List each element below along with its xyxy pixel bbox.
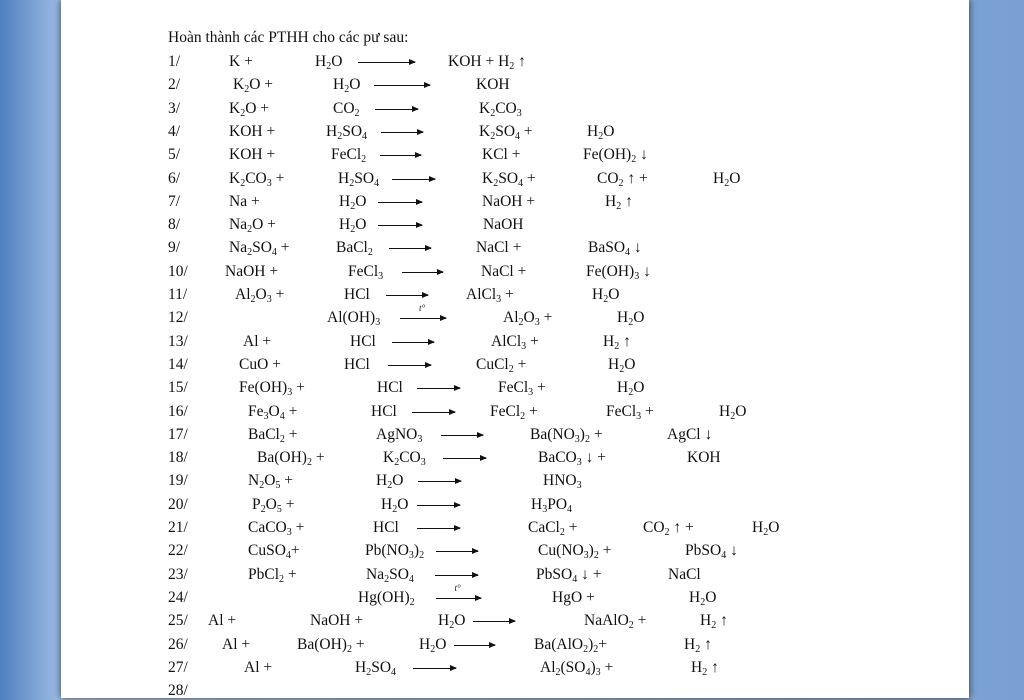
chemical-term: $Al_2(SO_4)_3$ + [540, 658, 614, 678]
equation-number: 27/ [168, 658, 188, 676]
chemical-term: $Ba(NO_3)_2$ + [530, 425, 603, 445]
chemical-term: $H_2$ ↑ [603, 332, 631, 352]
chemical-term: $H_2$ ↑ [605, 192, 633, 212]
equation-number: 23/ [168, 565, 188, 583]
reaction-arrow-icon [417, 388, 460, 389]
chemical-term: PbSO$_4$ ↓ + [536, 565, 602, 585]
chemical-term: FeCl$_3$ + [606, 402, 654, 422]
chemical-term: $H_2O$ [339, 192, 367, 212]
chemical-term: NaAlO$_2$ + [584, 612, 647, 632]
document-page[interactable] [61, 0, 969, 698]
chemical-term: $H_2$ ↑ [700, 612, 728, 632]
chemical-term: $Pb(NO_3)_2$ [365, 542, 425, 562]
chemical-term: $Al(OH)_3$ [327, 309, 381, 329]
reaction-arrow-icon [378, 202, 422, 203]
chemical-term: CaCl$_2$ + [528, 519, 578, 538]
chemical-term: $H_2SO_4$ [326, 122, 368, 142]
equation-number: 28/ [168, 682, 188, 700]
equation-number: 26/ [168, 635, 188, 653]
chemical-term: NaOH + [482, 192, 536, 210]
chemical-term: $H_2O$ [617, 379, 645, 399]
reaction-arrow-icon [417, 505, 460, 506]
chemical-term: $H_3PO_4$ [531, 495, 573, 515]
chemical-term: $Fe(OH)_2$ ↓ [583, 146, 648, 166]
chemical-term: $H_2O$ [587, 122, 615, 142]
chemical-term: $N_2O_5$ + [248, 472, 294, 492]
equation-number: 3/ [168, 99, 181, 117]
reaction-arrow-icon [436, 598, 481, 599]
chemical-term: HCl [344, 355, 370, 373]
chemical-term: $H_2O$ [608, 355, 636, 375]
reaction-condition: t° [419, 303, 426, 314]
chemical-term: $CO_2$ [333, 99, 360, 119]
chemical-term: $CO_2$ ↑ + [597, 169, 648, 189]
chemical-term: FeCl$_2$ + [490, 402, 538, 422]
chemical-term: AgCl ↓ [667, 425, 713, 443]
chemical-term: BaSO$_4$ ↓ [588, 239, 642, 259]
chemical-term: Al + [222, 635, 251, 653]
chemical-term: HCl [344, 286, 370, 303]
equation-number: 4/ [168, 122, 181, 140]
chemical-term: $H_2O$ [617, 309, 645, 329]
chemical-term: HgO + [552, 588, 595, 606]
chemical-term: $K_2O$ + [233, 76, 274, 96]
chemical-term: $Fe(OH)_3$ ↓ [586, 262, 651, 282]
reaction-arrow-icon [413, 668, 456, 669]
chemical-term: $H_2SO_4$ [338, 169, 380, 189]
chemical-term: $Ba(AlO_2)_2+$ [534, 635, 607, 655]
reaction-arrow-icon [374, 85, 430, 86]
chemical-term: $H_2O$ [315, 53, 343, 72]
chemical-term: KOH + $H_2$ ↑ [448, 53, 526, 72]
chemical-term: $H_2O$ [719, 402, 747, 422]
chemical-term: $Fe_3O_4$ + [248, 402, 298, 422]
chemical-term: HCl [350, 332, 376, 350]
chemical-term: CaCO$_3$ + [248, 519, 305, 538]
equation-number: 25/ [168, 612, 188, 630]
chemical-term: $K_2SO_4$ + [479, 122, 533, 142]
equation-number: 19/ [168, 472, 188, 490]
chemical-term: FeCl$_3$ + [498, 379, 546, 399]
chemical-term: Al + [244, 658, 273, 676]
chemical-term: $Al_2O_3$ + [503, 309, 553, 329]
chemical-term: FeCl$_2$ [331, 146, 367, 166]
reaction-arrow-icon [473, 621, 515, 622]
chemical-term: HCl [373, 519, 399, 536]
chemical-term: PbCl$_2$ + [248, 565, 297, 585]
chemical-term: $H_2O$ [339, 216, 367, 236]
equation-number: 1/ [168, 53, 181, 70]
chemical-term: KOH + [229, 122, 276, 140]
chemical-term: NaOH + [310, 612, 364, 630]
chemical-term: $Na_2O$ + [229, 216, 276, 236]
chemical-term: NaCl + [476, 239, 522, 257]
chemical-term: AlCl$_3$ + [466, 286, 514, 305]
chemical-term: $H_2O$ [689, 588, 717, 608]
reaction-arrow-icon [392, 179, 435, 180]
equation-number: 7/ [168, 192, 181, 210]
chemical-term: NaOH [483, 216, 524, 234]
chemical-term: $H_2O$ [713, 169, 741, 189]
chemical-term: $K_2SO_4$ + [482, 169, 536, 189]
chemical-term: AlCl$_3$ + [491, 332, 539, 352]
chemical-term: PbSO$_4$ ↓ [685, 542, 738, 562]
chemical-term: $H_2O$ [592, 286, 620, 305]
chemical-term: $Hg(OH)_2$ [358, 588, 415, 608]
chemical-term: $K_2CO_3$ + [229, 169, 285, 189]
reaction-arrow-icon [378, 225, 422, 226]
equation-number: 17/ [168, 425, 188, 443]
equation-number: 6/ [168, 169, 181, 187]
reaction-arrow-icon [386, 295, 428, 296]
equation-number: 12/ [168, 309, 188, 327]
equation-number: 21/ [168, 519, 188, 536]
reaction-arrow-icon [389, 248, 431, 249]
chemical-term: $Al_2O_3$ + [235, 286, 285, 305]
chemical-term: $H_2O$ [381, 495, 409, 515]
chemical-term: $P_2O_5$ + [252, 495, 295, 515]
reaction-arrow-icon [402, 272, 443, 273]
equation-number: 2/ [168, 76, 181, 94]
equation-number: 5/ [168, 146, 181, 164]
equation-number: 18/ [168, 449, 188, 467]
chemical-term: CuSO$_4$+ [248, 542, 300, 562]
equation-number: 8/ [168, 216, 181, 234]
page-title: Hoàn thành các PTHH cho các pư sau: [168, 29, 409, 46]
equation-number: 22/ [168, 542, 188, 560]
chemical-term: NaCl + [481, 262, 527, 280]
reaction-arrow-icon [441, 435, 483, 436]
chemical-term: $Ba(OH)_2$ + [297, 635, 365, 655]
chemical-term: $K_2O$ + [229, 99, 270, 119]
chemical-term: $H_2SO_4$ [355, 658, 397, 678]
equation-number: 15/ [168, 379, 188, 397]
chemical-term: K + [229, 53, 253, 70]
chemical-term: CuCl$_2$ + [476, 355, 527, 375]
chemical-term: KOH + [229, 146, 276, 164]
reaction-arrow-icon [392, 342, 434, 343]
chemical-term: Al + [208, 612, 237, 630]
reaction-arrow-icon [358, 62, 415, 63]
reaction-arrow-icon [417, 528, 460, 529]
equation-number: 20/ [168, 495, 188, 513]
chemical-term: $H_2O$ [752, 519, 780, 538]
reaction-arrow-icon [380, 155, 421, 156]
reaction-arrow-icon [412, 412, 455, 413]
reaction-arrow-icon [381, 132, 423, 133]
equation-number: 16/ [168, 402, 188, 420]
chemical-term: CuO + [239, 355, 281, 373]
chemical-term: HCl [377, 379, 403, 397]
equation-number: 9/ [168, 239, 181, 257]
chemical-term: BaCO$_3$ ↓ + [538, 449, 606, 469]
chemical-term: $CO_2$ ↑ + [643, 519, 694, 538]
chemical-term: $K_2CO_3$ [383, 449, 426, 469]
chemical-term: KOH [476, 76, 510, 94]
chemical-term: Na + [229, 192, 260, 210]
chemical-term: $K_2CO_3$ [479, 99, 522, 119]
chemical-term: $Fe(OH)_3$ + [239, 379, 305, 399]
reaction-condition: t° [454, 582, 461, 593]
reaction-arrow-icon [375, 109, 418, 110]
chemical-term: BaCl$_2$ [336, 239, 373, 259]
chemical-term: $Ba(OH)_2$ + [257, 449, 325, 469]
chemical-term: HCl [371, 402, 397, 420]
chemical-term: BaCl$_2$ + [248, 425, 298, 445]
chemical-term: KCl + [482, 146, 521, 164]
chemical-term: $Cu(NO_3)_2$ + [538, 542, 612, 562]
reaction-arrow-icon [443, 458, 486, 459]
chemical-term: $Na_2SO_4$ + [229, 239, 290, 259]
reaction-arrow-icon [436, 551, 478, 552]
chemical-term: $H_2O$ [438, 612, 466, 632]
chemical-term: Al + [243, 332, 272, 350]
reaction-arrow-icon [435, 575, 478, 576]
chemical-term: $H_2$ ↑ [684, 635, 712, 655]
equation-number: 11/ [168, 286, 188, 303]
reaction-arrow-icon [388, 365, 431, 366]
equation-number: 24/ [168, 588, 188, 606]
reaction-arrow-icon [400, 318, 446, 319]
equation-number: 14/ [168, 355, 188, 373]
chemical-term: $H_2O$ [376, 472, 404, 492]
chemical-term: $H_2O$ [419, 635, 447, 655]
chemical-term: AgNO$_3$ [376, 425, 423, 445]
chemical-term: $Na_2SO_4$ [366, 565, 414, 585]
chemical-term: NaCl [668, 565, 701, 583]
chemical-term: FeCl$_3$ [348, 262, 384, 282]
chemical-term: KOH [687, 449, 721, 467]
chemical-term: $H_2O$ [333, 76, 361, 96]
reaction-arrow-icon [418, 481, 461, 482]
equation-number: 13/ [168, 332, 188, 350]
reaction-arrow-icon [454, 645, 495, 646]
equation-number: 10/ [168, 262, 188, 280]
chemical-term: $H_2$ ↑ [691, 658, 719, 678]
chemical-term: $HNO_3$ [543, 472, 582, 492]
chemical-term: NaOH + [225, 262, 279, 280]
